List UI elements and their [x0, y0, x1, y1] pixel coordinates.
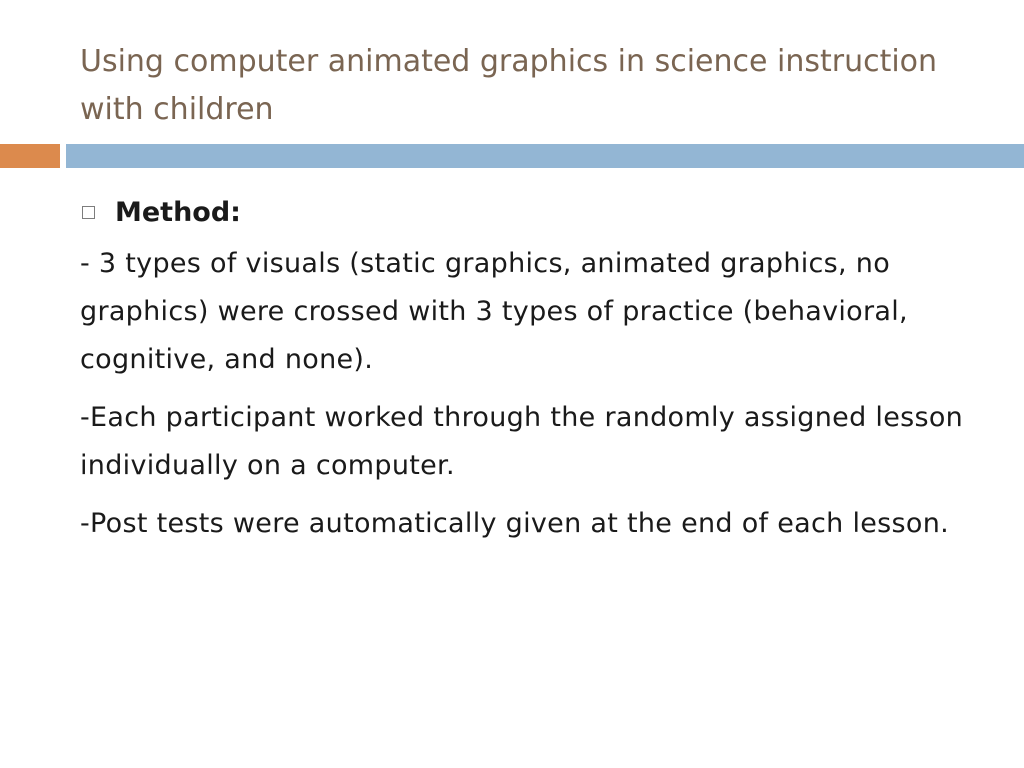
slide-title: Using computer animated graphics in science instruction with children: [80, 44, 938, 127]
method-bullet: [80, 188, 980, 236]
paragraph-visuals: - 3 types of visuals (static graphics, animated graphics, no graphics) were crossed with 3 types of practice (behavioral, cognitive, and none).: [80, 248, 908, 375]
accent-bar-orange: [0, 144, 60, 168]
paragraph-participants: -Each participant worked through the randomly assigned lesson individually on a computer.: [80, 402, 964, 481]
square-bullet-icon: [82, 206, 95, 219]
method-heading: Method:: [115, 196, 241, 228]
paragraph-post-tests: -Post tests were automatically given at the end of each lesson.: [80, 508, 950, 539]
slide-content: [80, 188, 980, 558]
accent-bar-blue: [66, 144, 1024, 168]
